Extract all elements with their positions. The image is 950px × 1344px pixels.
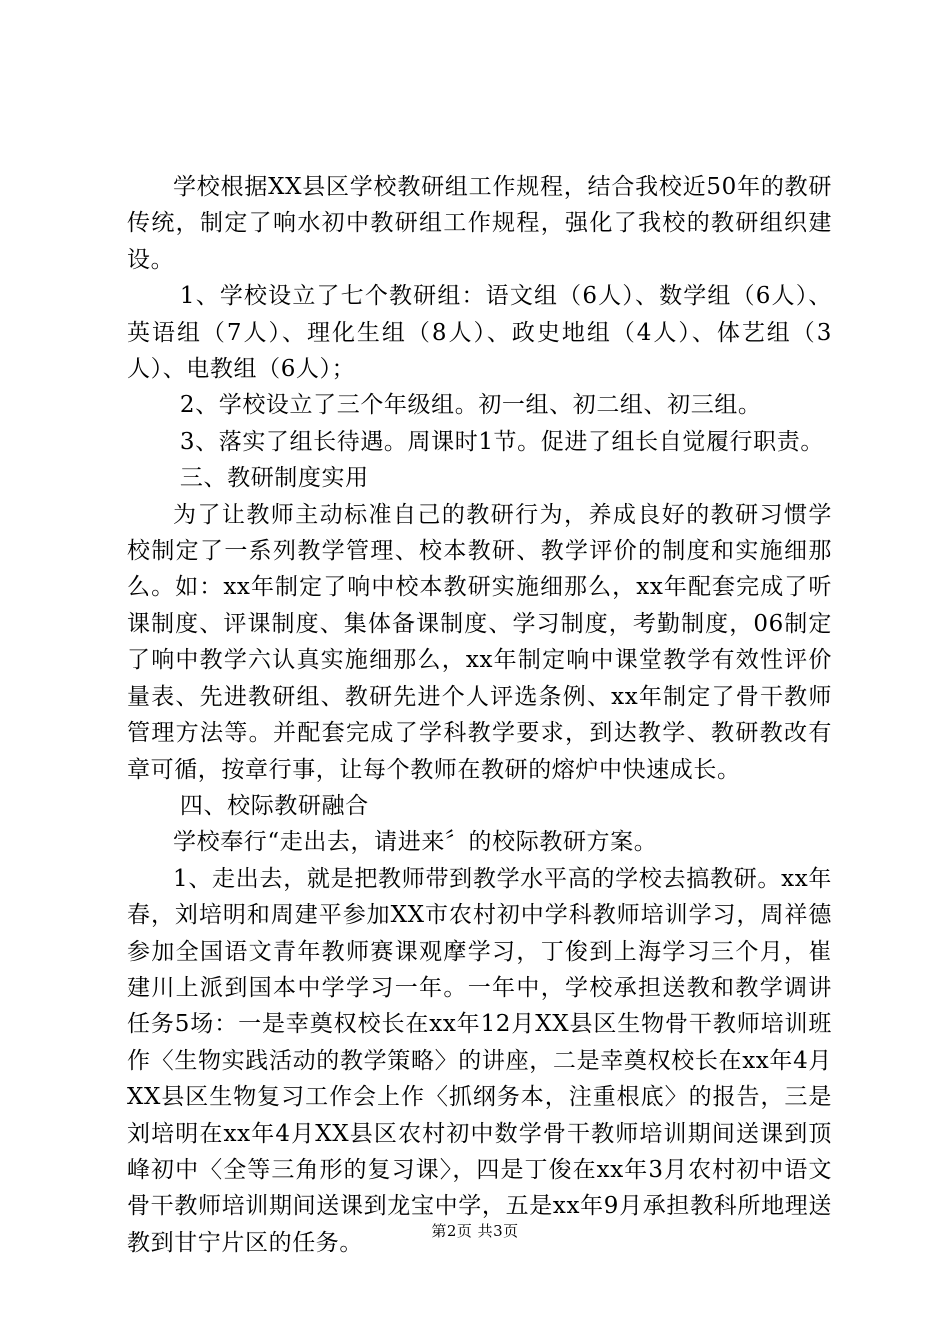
paragraph-item-3-leaders: 3、落实了组长待遇。周课时1节。促进了组长自觉履行职责。	[179, 428, 824, 455]
paragraph-intro: 学校根据XX县区学校教研组工作规程，结合我校近50年的教研传统，制定了响水初中教研组工作规程，强化了我校的教研组织建设。	[127, 174, 832, 273]
section-heading-4: 四、校际教研融合	[179, 792, 369, 819]
paragraph-exchange-plan: 学校奉行“走出去，请进来〞的校际教研方案。	[173, 829, 658, 856]
section-heading-3: 三、教研制度实用	[179, 465, 369, 492]
paragraph-item-1-groups: 1、学校设立了七个教研组：语文组（6人）、数学组（6人）、英语组（7人）、理化生组（8人）、政史地组（4人）、体艺组（3人）、电教组（6人）；	[127, 283, 832, 383]
document-body	[127, 169, 832, 1261]
page-number-footer: 第2页 共3页	[431, 1222, 519, 1240]
paragraph-item-2-grades: 2、学校设立了三个年级组。初一组、初二组、初三组。	[179, 392, 762, 419]
paragraph-going-out: 1、走出去，就是把教师带到教学水平高的学校去搞教研。xx年春，刘培明和周建平参加XX市农村初中学科教师培训学习，周祥德参加全国语文青年教师赛课观摩学习，丁俊到上海学习三个月，崔建川上派到国本中学学习一年。一年中，学校承担送教和教学调讲任务5场：一是幸奠权校长在xx年12月XX县区生物骨干教师培训班作〈生物实践活动的教学策略〉的讲座，二是幸奠权校长在xx年4月XX县区生物复习工作会上作〈抓纲务本，注重根底〉的报告，三是刘培明在xx年4月XX县区农村初中数学骨干教师培训期间送课到顶峰初中〈全等三角形的复习课〉，四是丁俊在xx年3月农村初中语文骨干教师培训期间送课到龙宝中学，五是xx年9月承担教科所地理送教到甘宁片区的任务。	[127, 865, 832, 1256]
paragraph-research-system: 为了让教师主动标准自己的教研行为，养成良好的教研习惯学校制定了一系列教学管理、校本教研、教学评价的制度和实施细那么。如：xx年制定了响中校本教研实施细那么，xx年配套完成了听课制度、评课制度、集体备课制度、学习制度，考勤制度，06制定了响中教学六认真实施细那么，xx年制定响中课堂教学有效性评价量表、先进教研组、教研先进个人评选条例、xx年制定了骨干教师管理方法等。并配套完成了学科教学要求，到达教学、教研教改有章可循，按章行事，让每个教师在教研的熔炉中快速成长。	[127, 501, 832, 783]
